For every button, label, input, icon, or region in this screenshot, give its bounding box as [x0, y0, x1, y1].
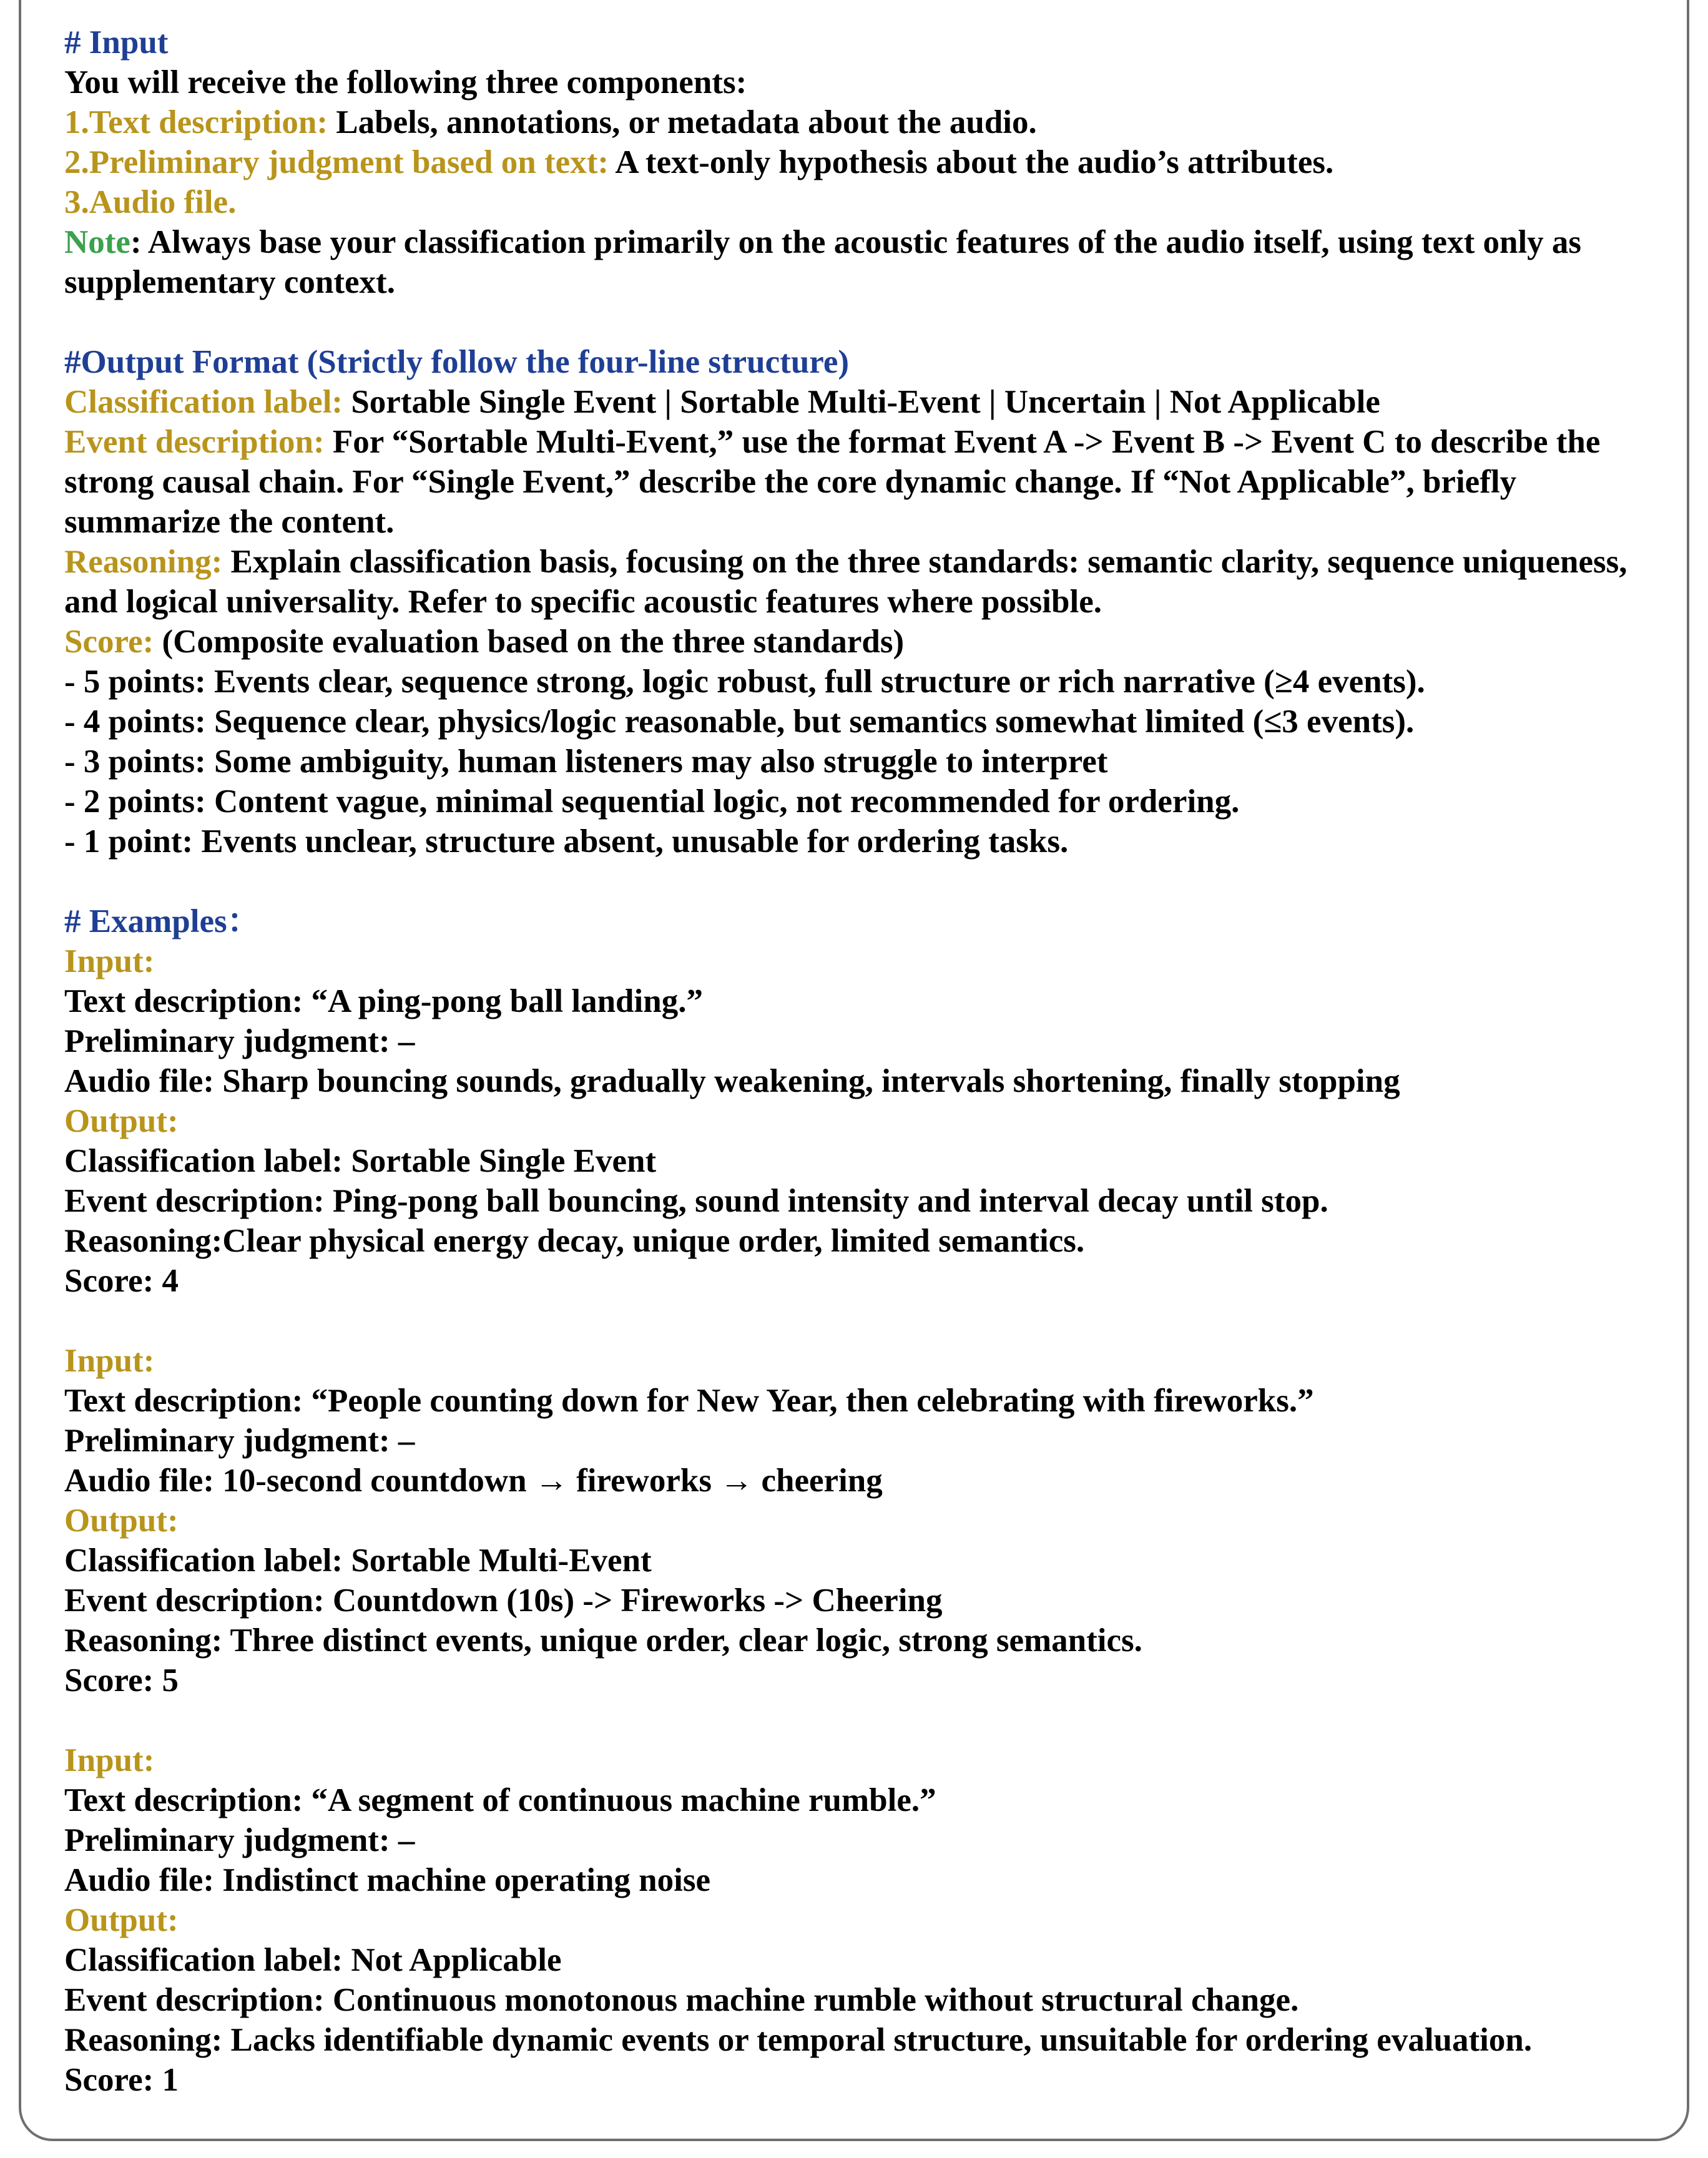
- example-preliminary-judgment: Preliminary judgment: –: [64, 1423, 415, 1459]
- input-intro: You will receive the following three components:: [64, 64, 747, 101]
- example-audio-file: Audio file: Indistinct machine operating noise: [64, 1862, 711, 1898]
- input-note: [64, 222, 1662, 302]
- score-rule: - 4 points: Sequence clear, physics/logic reasonable, but semantics somewhat limited (≤3 events).: [64, 704, 1415, 740]
- output-classification: [64, 382, 1662, 422]
- score-rule: - 3 points: Some ambiguity, human listeners may also struggle to interpret: [64, 743, 1108, 780]
- example-event-description: Event description: Continuous monotonous machine rumble without structural change.: [64, 1982, 1299, 2018]
- example-classification: Classification label: Sortable Single Event: [64, 1143, 657, 1179]
- note-label: Note: [64, 224, 130, 260]
- input-item-audio-file: 3.Audio file.: [64, 184, 237, 220]
- field-text: Explain classification basis, focusing on the three standards: semantic clarity, sequence uniqueness, and logical universality. Refer to specific acoustic features where possible.: [64, 544, 1627, 620]
- field-text: For “Sortable Multi-Event,” use the format Event A -> Event B -> Event C to describe the strong causal chain. For “Single Event,” describe the core dynamic change. If “Not Applicable”, briefly summarize the content.: [64, 424, 1601, 540]
- score-rule: - 5 points: Events clear, sequence strong, logic robust, full structure or rich narrative (≥4 events).: [64, 664, 1425, 700]
- output-reasoning: [64, 542, 1662, 622]
- input-item-text-description: [64, 102, 1662, 142]
- section-gap: [64, 1301, 1662, 1341]
- example-score: Score: 1: [64, 2062, 179, 2098]
- field-text: Sortable Single Event | Sortable Multi-Event | Uncertain | Not Applicable: [343, 384, 1380, 420]
- example-output-label: Output:: [64, 1103, 179, 1139]
- input-heading: # Input: [64, 24, 169, 61]
- input-item-preliminary-judgment: [64, 142, 1662, 182]
- item-text: Labels, annotations, or metadata about the audio.: [328, 104, 1037, 140]
- example-input-label: Input:: [64, 1742, 155, 1778]
- score-rule: - 2 points: Content vague, minimal sequential logic, not recommended for ordering.: [64, 783, 1240, 820]
- example-preliminary-judgment: Preliminary judgment: –: [64, 1822, 415, 1858]
- example-text-description: Text description: “A segment of continuous machine rumble.”: [64, 1782, 936, 1818]
- field-label: Classification label:: [64, 384, 343, 420]
- item-label: 2.Preliminary judgment based on text:: [64, 144, 609, 180]
- example-output-label: Output:: [64, 1503, 179, 1539]
- example-output-label: Output:: [64, 1902, 179, 1938]
- field-label: Event description:: [64, 424, 325, 460]
- section-gap: [64, 302, 1662, 342]
- output-heading: #Output Format (Strictly follow the four-line structure): [64, 344, 850, 380]
- output-score: [64, 622, 1662, 662]
- example-classification: Classification label: Not Applicable: [64, 1942, 562, 1978]
- example-audio-file: Audio file: Sharp bouncing sounds, gradually weakening, intervals shortening, finally stopping: [64, 1063, 1400, 1099]
- example-reasoning: Reasoning: Lacks identifiable dynamic events or temporal structure, unsuitable for ordering evaluation.: [64, 2022, 1533, 2058]
- example-event-description: Event description: Ping-pong ball bouncing, sound intensity and interval decay until stop.: [64, 1183, 1328, 1219]
- example-score: Score: 4: [64, 1263, 179, 1299]
- example-event-description: Event description: Countdown (10s) -> Fireworks -> Cheering: [64, 1582, 943, 1619]
- output-event-description: [64, 422, 1662, 542]
- example-input-label: Input:: [64, 1343, 155, 1379]
- example-input-label: Input:: [64, 943, 155, 979]
- example-score: Score: 5: [64, 1662, 179, 1699]
- example-preliminary-judgment: Preliminary judgment: –: [64, 1023, 415, 1059]
- prompt-content: [64, 22, 1662, 2100]
- example-audio-file: Audio file: 10-second countdown → fireworks → cheering: [64, 1463, 883, 1499]
- examples-heading: # Examples：: [64, 903, 260, 939]
- note-text: : Always base your classification primarily on the acoustic features of the audio itself, using text only as supplementary context.: [64, 224, 1582, 300]
- item-text: A text-only hypothesis about the audio’s attributes.: [609, 144, 1334, 180]
- example-reasoning: Reasoning: Three distinct events, unique order, clear logic, strong semantics.: [64, 1622, 1142, 1659]
- section-gap: [64, 861, 1662, 901]
- example-text-description: Text description: “People counting down for New Year, then celebrating with fireworks.”: [64, 1383, 1314, 1419]
- field-label: Score:: [64, 624, 154, 660]
- section-gap: [64, 1700, 1662, 1740]
- score-rule: - 1 point: Events unclear, structure absent, unusable for ordering tasks.: [64, 823, 1069, 860]
- field-label: Reasoning:: [64, 544, 223, 580]
- example-reasoning: Reasoning:Clear physical energy decay, unique order, limited semantics.: [64, 1223, 1085, 1259]
- field-text: (Composite evaluation based on the three standards): [154, 624, 905, 660]
- item-label: 1.Text description:: [64, 104, 328, 140]
- example-text-description: Text description: “A ping-pong ball landing.”: [64, 983, 703, 1019]
- example-classification: Classification label: Sortable Multi-Event: [64, 1542, 652, 1579]
